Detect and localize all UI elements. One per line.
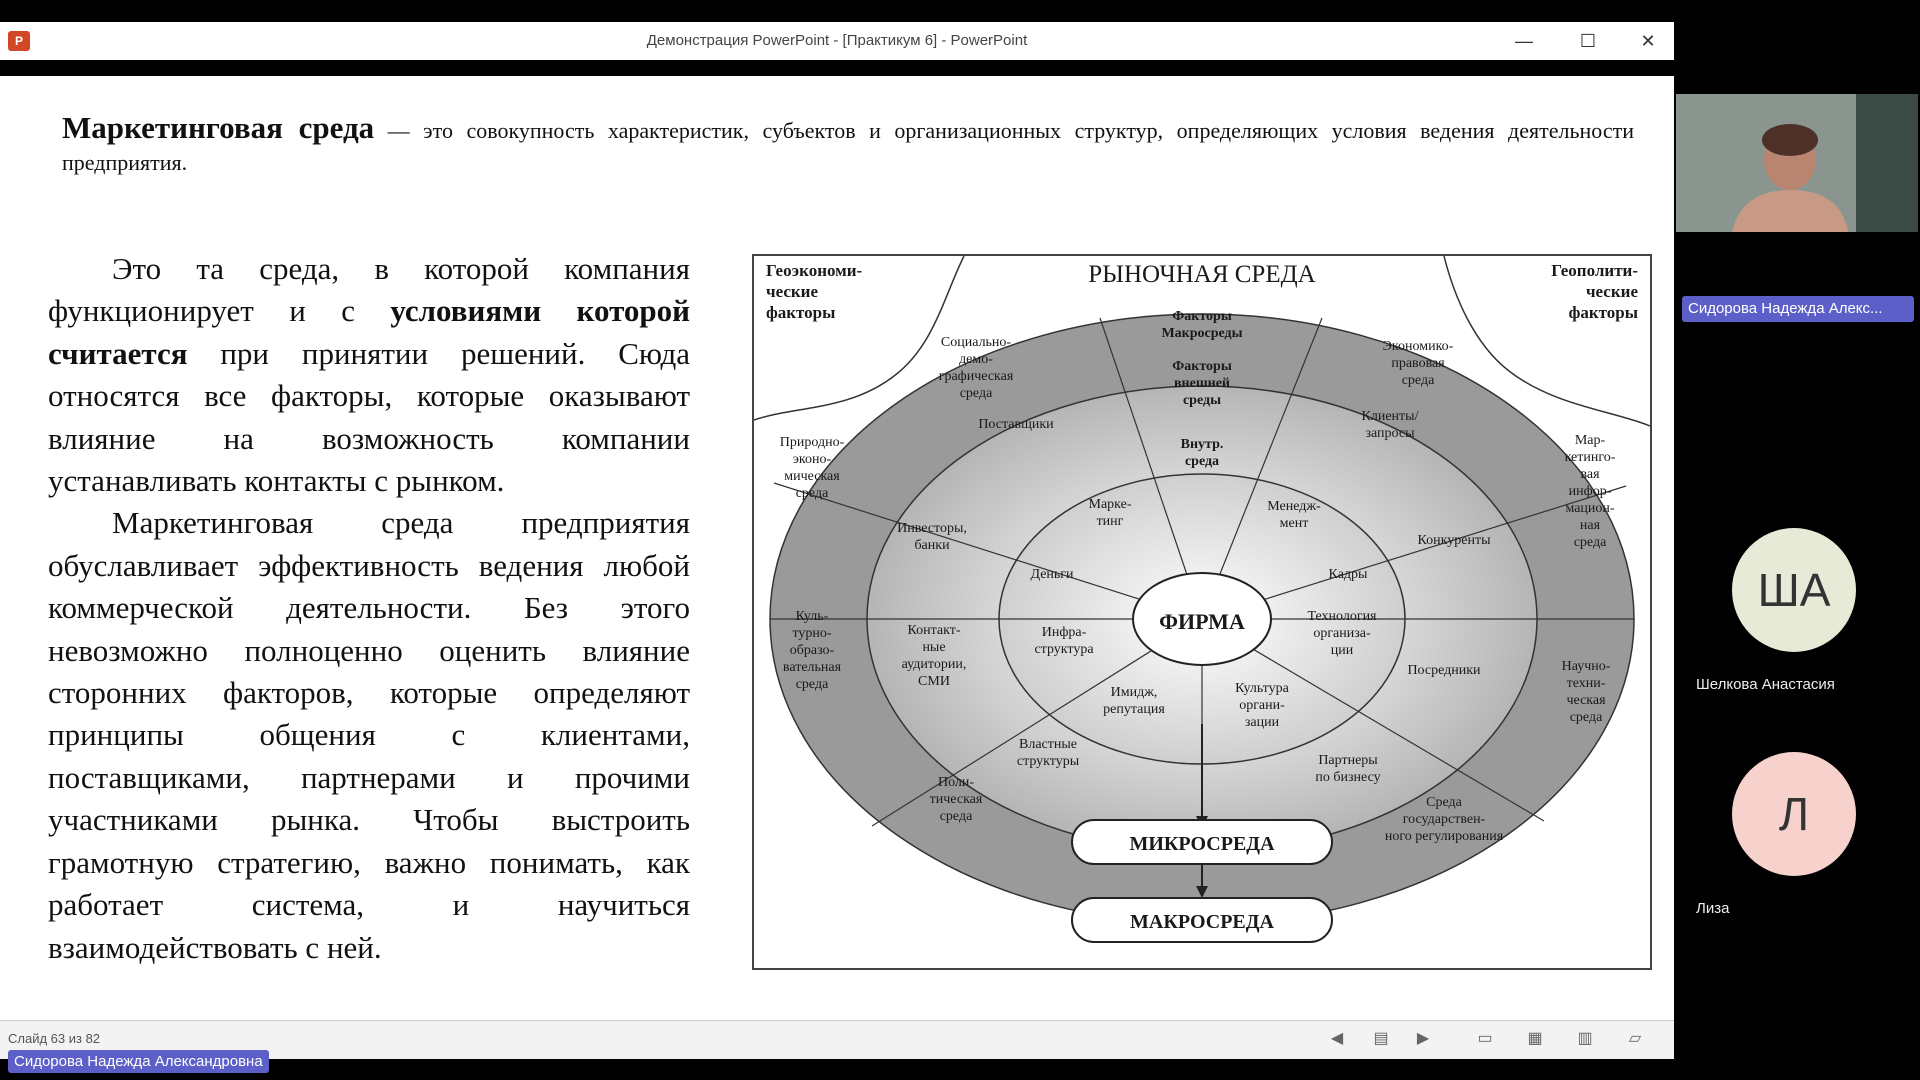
diagram-label-mid-partners: Партнеры по бизнесу bbox=[1315, 753, 1381, 785]
diagram-label-micro-label: МИКРОСРЕДА bbox=[1129, 833, 1275, 855]
close-button[interactable]: ✕ bbox=[1640, 31, 1656, 51]
presenter-name-label: Сидорова Надежда Александровна bbox=[8, 1050, 269, 1073]
diagram-label-outer-ring-header: Факторы Макросреды bbox=[1161, 309, 1243, 341]
diagram-label-outer-marketing-info: Мар-кетинго-вая инфор-мацион-ная среда bbox=[1564, 433, 1616, 550]
minimize-button[interactable]: — bbox=[1515, 31, 1533, 51]
participant-name-2: Лиза bbox=[1696, 900, 1730, 917]
body-paragraph-1 bbox=[48, 248, 690, 502]
previous-slide-icon[interactable]: ◀ bbox=[1330, 1030, 1344, 1047]
diagram-label-middle-ring-header: Факторы внешней среды bbox=[1172, 359, 1232, 408]
body-p1-part-a: Это та среда, в которой компания функционирует и с bbox=[48, 251, 690, 329]
participant-avatar-1[interactable]: ША bbox=[1732, 528, 1856, 652]
definition-text: — это совокупность характеристик, субъектов и организационных структур, определяющих условия ведения деятельности предприятия. bbox=[62, 118, 1634, 175]
diagram-label-corner-left: Геоэкономи-ческие факторы bbox=[766, 261, 863, 322]
diagram-label-macro-label: МАКРОСРЕДА bbox=[1130, 911, 1274, 933]
diagram-label-outer-political: Поли-тическая среда bbox=[929, 775, 983, 824]
participant-avatar-2[interactable]: Л bbox=[1732, 752, 1856, 876]
diagram-label-outer-econ-legal: Экономико-правовая среда bbox=[1382, 339, 1454, 388]
diagram-label-in-money: Деньги bbox=[1030, 567, 1074, 582]
slide-sorter-icon[interactable]: ▦ bbox=[1527, 1030, 1543, 1047]
diagram-label-outer-gov: Среда государствен-ного регулирования bbox=[1384, 795, 1504, 844]
participant-video-tile[interactable] bbox=[1676, 94, 1918, 232]
diagram-label-in-staff: Кадры bbox=[1328, 567, 1368, 582]
diagram-label-in-tech: Технология организа-ции bbox=[1307, 609, 1377, 658]
reading-view-icon[interactable]: ▥ bbox=[1577, 1030, 1593, 1047]
diagram-label-mid-competitors: Конкуренты bbox=[1417, 533, 1491, 548]
diagram-label-outer-scitech: Научно-техни-ческая среда bbox=[1561, 659, 1611, 725]
definition-term: Маркетинговая среда bbox=[62, 110, 375, 145]
diagram-label-corner-right: Геополити-ческие факторы bbox=[1551, 261, 1638, 322]
diagram-label-mid-power: Властные структуры bbox=[1016, 737, 1080, 769]
participant-name-1: Шелкова Анастасия bbox=[1696, 676, 1835, 693]
diagram-label-mid-suppliers: Поставщики bbox=[978, 417, 1054, 432]
diagram-label-core: ФИРМА bbox=[1159, 609, 1245, 634]
slideshow-icon[interactable]: ▱ bbox=[1628, 1030, 1642, 1047]
diagram-label-in-infra: Инфра-структура bbox=[1034, 625, 1094, 657]
diagram-svg bbox=[754, 256, 1650, 968]
diagram-label-inner-header: Внутр. среда bbox=[1180, 437, 1224, 469]
diagram-label-outer-nature: Природно-эконо-мическая среда bbox=[779, 435, 845, 501]
slide-top-band bbox=[0, 60, 1674, 76]
definition-paragraph bbox=[62, 112, 1634, 179]
maximize-button[interactable]: ☐ bbox=[1579, 31, 1597, 51]
body-paragraph-2: Маркетинговая среда предприятия обуславливает эффективность ведения любой коммерческой деятельности. Без этого невозможно полноценно оценить влияние сторонних факторов, которые определяют принципы общения с клиентами, поставщиками, партнерами и прочими участниками рынка. Чтобы выстроить грамотную стратегию, важно понимать, как работает система, и научиться взаимодействовать с ней. bbox=[48, 505, 690, 965]
diagram-label-outer-social: Социально-демо-графическая среда bbox=[938, 335, 1014, 401]
slide-counter: Слайд 63 из 82 bbox=[8, 1031, 101, 1046]
diagram-label-in-culture: Культура органи-зации bbox=[1235, 681, 1289, 730]
diagram-label-mid-investors: Инвесторы, банки bbox=[897, 521, 967, 553]
powerpoint-window bbox=[0, 22, 1674, 1058]
participant-video-image bbox=[1676, 94, 1918, 232]
slide-body-text bbox=[48, 248, 690, 969]
window-title: Демонстрация PowerPoint - [Практикум 6] - PowerPoint bbox=[646, 32, 1028, 49]
diagram-label-outer-culture: Куль-турно-образо-вательная среда bbox=[782, 609, 842, 692]
diagram-label-mid-intermediaries: Посредники bbox=[1407, 663, 1481, 678]
market-environment-diagram bbox=[752, 254, 1652, 970]
diagram-label-in-management: Менедж-мент bbox=[1267, 499, 1321, 531]
diagram-label-mid-clients: Клиенты/ запросы bbox=[1361, 409, 1419, 441]
next-slide-icon[interactable]: ▶ bbox=[1416, 1030, 1430, 1047]
diagram-label-in-marketing: Марке-тинг bbox=[1088, 497, 1132, 529]
video-participant-name: Сидорова Надежда Алекс... bbox=[1682, 296, 1914, 322]
title-bar bbox=[0, 22, 1674, 61]
powerpoint-app-icon: P bbox=[8, 31, 30, 51]
diagram-label-title: РЫНОЧНАЯ СРЕДА bbox=[1088, 261, 1316, 288]
diagram-label-mid-contact: Контакт-ные аудитории, СМИ bbox=[901, 623, 967, 689]
normal-view-icon[interactable]: ▭ bbox=[1477, 1030, 1493, 1047]
slide-canvas[interactable] bbox=[0, 76, 1674, 1020]
slide-menu-icon[interactable]: ▤ bbox=[1373, 1030, 1389, 1047]
diagram-label-in-image: Имидж, репутация bbox=[1103, 685, 1165, 717]
body-p1-part-b: при принятии решений. Сюда относятся все факторы, которые оказывают влияние на возможность компании устанавливать контакты с рынком. bbox=[48, 335, 690, 499]
body-p1-bold: условиями которой считается bbox=[48, 293, 690, 371]
